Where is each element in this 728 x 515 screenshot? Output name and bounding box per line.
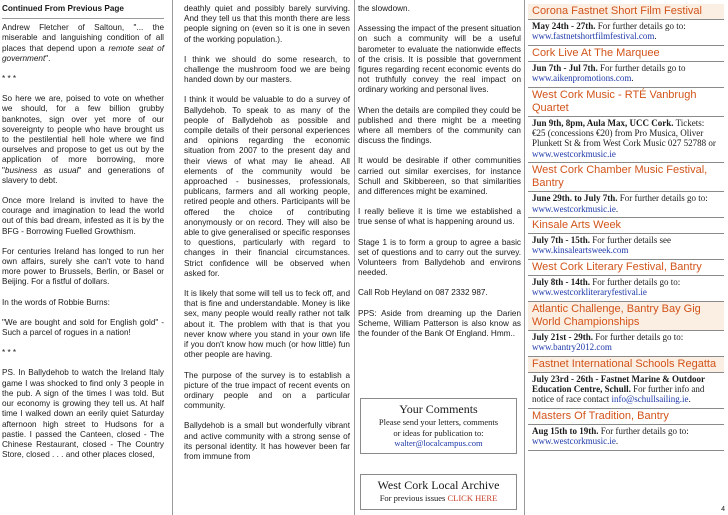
paragraph: Assessing the impact of the present situation on such a community will be a useful barometer to evaluate the nationwide effects of the crisis. It is possible that government figures regarding recent economic events do not truthfully convey the real impact on ordinary working and personal lives. (358, 24, 521, 95)
paragraph: It is likely that some will tell us to feck off, and that is fine and understandable. Money is like sex, many people would really rather not talk about it. The problem with that is that you never know where you stand in your own life if you don't know how much (or how little) fun other people are having. (184, 289, 350, 360)
paragraph: Once more Ireland is invited to have the courage and imagination to lead the world out of this bad dream, infested as it is by the BFG - Borrowing Fuelled Growthism. (2, 196, 164, 236)
paragraph: When the details are compiled they could be published and there might be a meeting where all members of the community can discuss the findings. (358, 105, 521, 146)
archive-box (360, 474, 517, 510)
event-title: Corona Fastnet Short Film Festival (528, 4, 724, 19)
paragraph: I think we should do some research, to challenge the mushroom food we are being handed down by our masters. (184, 54, 350, 85)
event-item (528, 357, 724, 409)
event-date: July 7th - 15th. (532, 235, 591, 246)
paragraph: Ballydehob is a small but wonderfully vibrant and active community with a strong sense of its personal identity. It has however been far from immune from (184, 421, 350, 461)
paragraph: I really believe it is time we established a true sense of what is happening around us. (358, 207, 521, 227)
paragraph: So here we are, poised to vote on whether we should, for a few billion grubby banknotes, sign over yet more of our sovereignty to people who have brought us to the pestilential hell hole where we find ourselves and propose to get us out by the application of more borrowing, more "business as usual" and generations of slavery to debt. (2, 94, 164, 185)
event-details (528, 330, 724, 357)
event-item (528, 163, 724, 218)
comments-box (360, 398, 517, 454)
event-date: June 29th. to July 7th. (532, 193, 618, 204)
section-stars: * * * (2, 348, 17, 358)
column-divider (172, 0, 173, 515)
event-title: Fastnet International Schools Regatta (528, 357, 724, 372)
event-item (528, 88, 724, 164)
event-link[interactable]: www.westcorkmusic.ie (532, 148, 616, 159)
event-link[interactable]: info@schullsailing.ie (611, 394, 689, 405)
events-column (528, 4, 724, 451)
event-date: July 23rd - 26th - Fastnet Marine & Outdoor Education Centre, Schull. (532, 373, 705, 394)
event-details (528, 372, 724, 409)
comments-line: Please send your letters, comments (378, 417, 499, 427)
event-info: For further details go to: (590, 276, 681, 287)
event-link[interactable]: www.aikenpromotions.com (532, 73, 632, 84)
event-info: For further details go to: (617, 193, 708, 204)
event-info: Tickets: €25 (concessions €20) from Pro Musica, Oliver Plunkett St & from West Cork Music 027 52788 or (532, 117, 716, 149)
event-info: For further details see (590, 235, 671, 246)
event-item (528, 4, 724, 46)
event-item (528, 302, 724, 357)
paragraph: the slowdown. (358, 4, 410, 13)
event-item (528, 46, 724, 88)
page-number: 4 (721, 506, 725, 513)
event-info: For further details go to: (593, 331, 684, 342)
paragraph: "We are bought and sold for English gold" - Such a parcel of rogues in a nation! (2, 317, 164, 338)
event-details (528, 233, 724, 260)
paragraph: The purpose of the survey is to establish a picture of the true impact of recent events on ordinary people and on a particular community. (184, 370, 350, 411)
comments-title: Your Comments (399, 402, 478, 416)
column-divider (354, 0, 355, 515)
event-date: Jun 9th, 8pm, Aula Max, UCC Cork. (532, 117, 674, 128)
event-link[interactable]: www.bantry2012.com (532, 342, 612, 353)
article-column-1 (2, 4, 164, 470)
paragraph: PS. In Ballydehob to watch the Ireland Italy game I was shocked to find only 3 people in the pub. A sign of the times I was told. But our economy is growing they tell us. At half time I walked down an eerily quiet Saturday afternoon high street to Hudsons for a pastie. I passed the Canteen, closed - The Chinese Restaurant, closed - The Country Store, closed . . . and other places closed, (2, 368, 164, 460)
paragraph: Call Rob Heyland on 087 2332 987. (358, 288, 488, 298)
archive-click-here-link[interactable]: CLICK HERE (447, 493, 498, 503)
event-link[interactable]: www.westcorkmusic.ie (532, 436, 616, 447)
event-link[interactable]: www.fastnetshortfilmfestival.com (532, 31, 655, 42)
event-title: Cork Live At The Marquee (532, 46, 660, 59)
column-divider (524, 0, 525, 515)
event-date: July 8th - 14th. (532, 276, 591, 287)
event-link[interactable]: www.westcorkliteraryfestival.ie (532, 287, 647, 298)
comments-email-link[interactable]: walter@localcampus.com (394, 438, 483, 448)
event-details (528, 191, 724, 218)
paragraph: Stage 1 is to form a group to agree a basic set of questions and to carry out the survey. Volunteers from Ballydehob and environs needed. (358, 237, 521, 278)
event-info: For further info and notice of race contact (532, 383, 705, 405)
event-link[interactable]: www.westcorkmusic.ie (532, 203, 616, 214)
section-stars: * * * (2, 74, 17, 84)
event-info: For further details go to: (595, 21, 686, 31)
paragraph: PPS: Aside from dreaming up the Darien Scheme, William Patterson is also know as the founder of the Bank Of England. Hmm.. (358, 308, 521, 339)
event-details (528, 19, 724, 46)
event-link[interactable]: www.kinsaleartsweek.com (532, 245, 629, 256)
event-details (528, 275, 724, 302)
event-tail: . (654, 31, 657, 42)
event-title: West Cork Chamber Music Festival, Bantry (532, 164, 708, 190)
event-title: Masters Of Tradition, Bantry (532, 409, 669, 422)
paragraph: Andrew Fletcher of Saltoun, "... the miserable and languishing condition of all places that depend upon a remote seat of government". (2, 23, 164, 63)
event-title: West Cork Literary Festival, Bantry (532, 260, 702, 273)
event-info: For further details go to (597, 62, 686, 73)
event-date: Aug 15th to 19th. (532, 425, 599, 436)
archive-text: For previous issues CLICK HERE (379, 493, 498, 503)
paragraph: In the words of Robbie Burns: (2, 297, 110, 307)
continued-heading: Continued From Previous Page (2, 4, 124, 13)
event-date: May 24th - 27th. (532, 21, 596, 31)
paragraph: For centuries Ireland has longed to run her own affairs, surely she can't vote to hand more power to Brussels, Berlin, or Basel or Beijing. For a fistful of dollars. (2, 246, 164, 287)
heading-rule (2, 18, 164, 19)
event-title: Atlantic Challenge, Bantry Bay Gig World Championships (528, 302, 724, 330)
paragraph: deathly quiet and possibly barely surviving. And they tell us that this month there are less people signing on (even so it is one in seven of the working population.). (184, 4, 350, 44)
archive-title: West Cork Local Archive (377, 478, 500, 492)
event-details (528, 424, 724, 451)
event-item (528, 218, 724, 260)
event-date: July 21st - 29th. (532, 331, 594, 342)
event-tail: . (615, 436, 619, 447)
event-item (528, 409, 724, 451)
event-date: Jun 7th - Jul 7th. (532, 62, 598, 73)
event-tail: . (631, 73, 634, 84)
article-column-3 (358, 4, 521, 349)
event-tail: . (615, 203, 619, 214)
event-title: West Cork Music - RTÉ Vanbrugh Quartet (532, 88, 697, 114)
event-title: Kinsale Arts Week (532, 219, 622, 232)
event-tail: . (688, 394, 691, 405)
article-column-2 (184, 4, 350, 472)
event-info: For further details go to: (598, 425, 689, 436)
event-item (528, 260, 724, 302)
event-details (528, 61, 724, 88)
comments-line: or ideas for publication to: (393, 427, 484, 438)
event-details (528, 116, 724, 164)
paragraph: It would be desirable if other communities carried out similar exercises, for instance Schull and Skibbereen, so that similarities and differences might be examined. (358, 156, 521, 197)
paragraph: I think it would be valuable to do a survey of Ballydehob. To speak to as many of the people of Ballydehob as possible and compile details of their personal experiences and opinions regarding the economic situation from 2007 to the present day and their views of what may lie ahead. All elements of the community would be approached - businesses, professionals, publicans, farmers and all working people, retired people and others. Participants will be offered the choice of contributing anonymously or on record. They will also be able to give generalised or specific responses to questions, particularly with regard to changes in their financial circumstances. Strict confidence will be observed when asked for. (184, 95, 350, 278)
